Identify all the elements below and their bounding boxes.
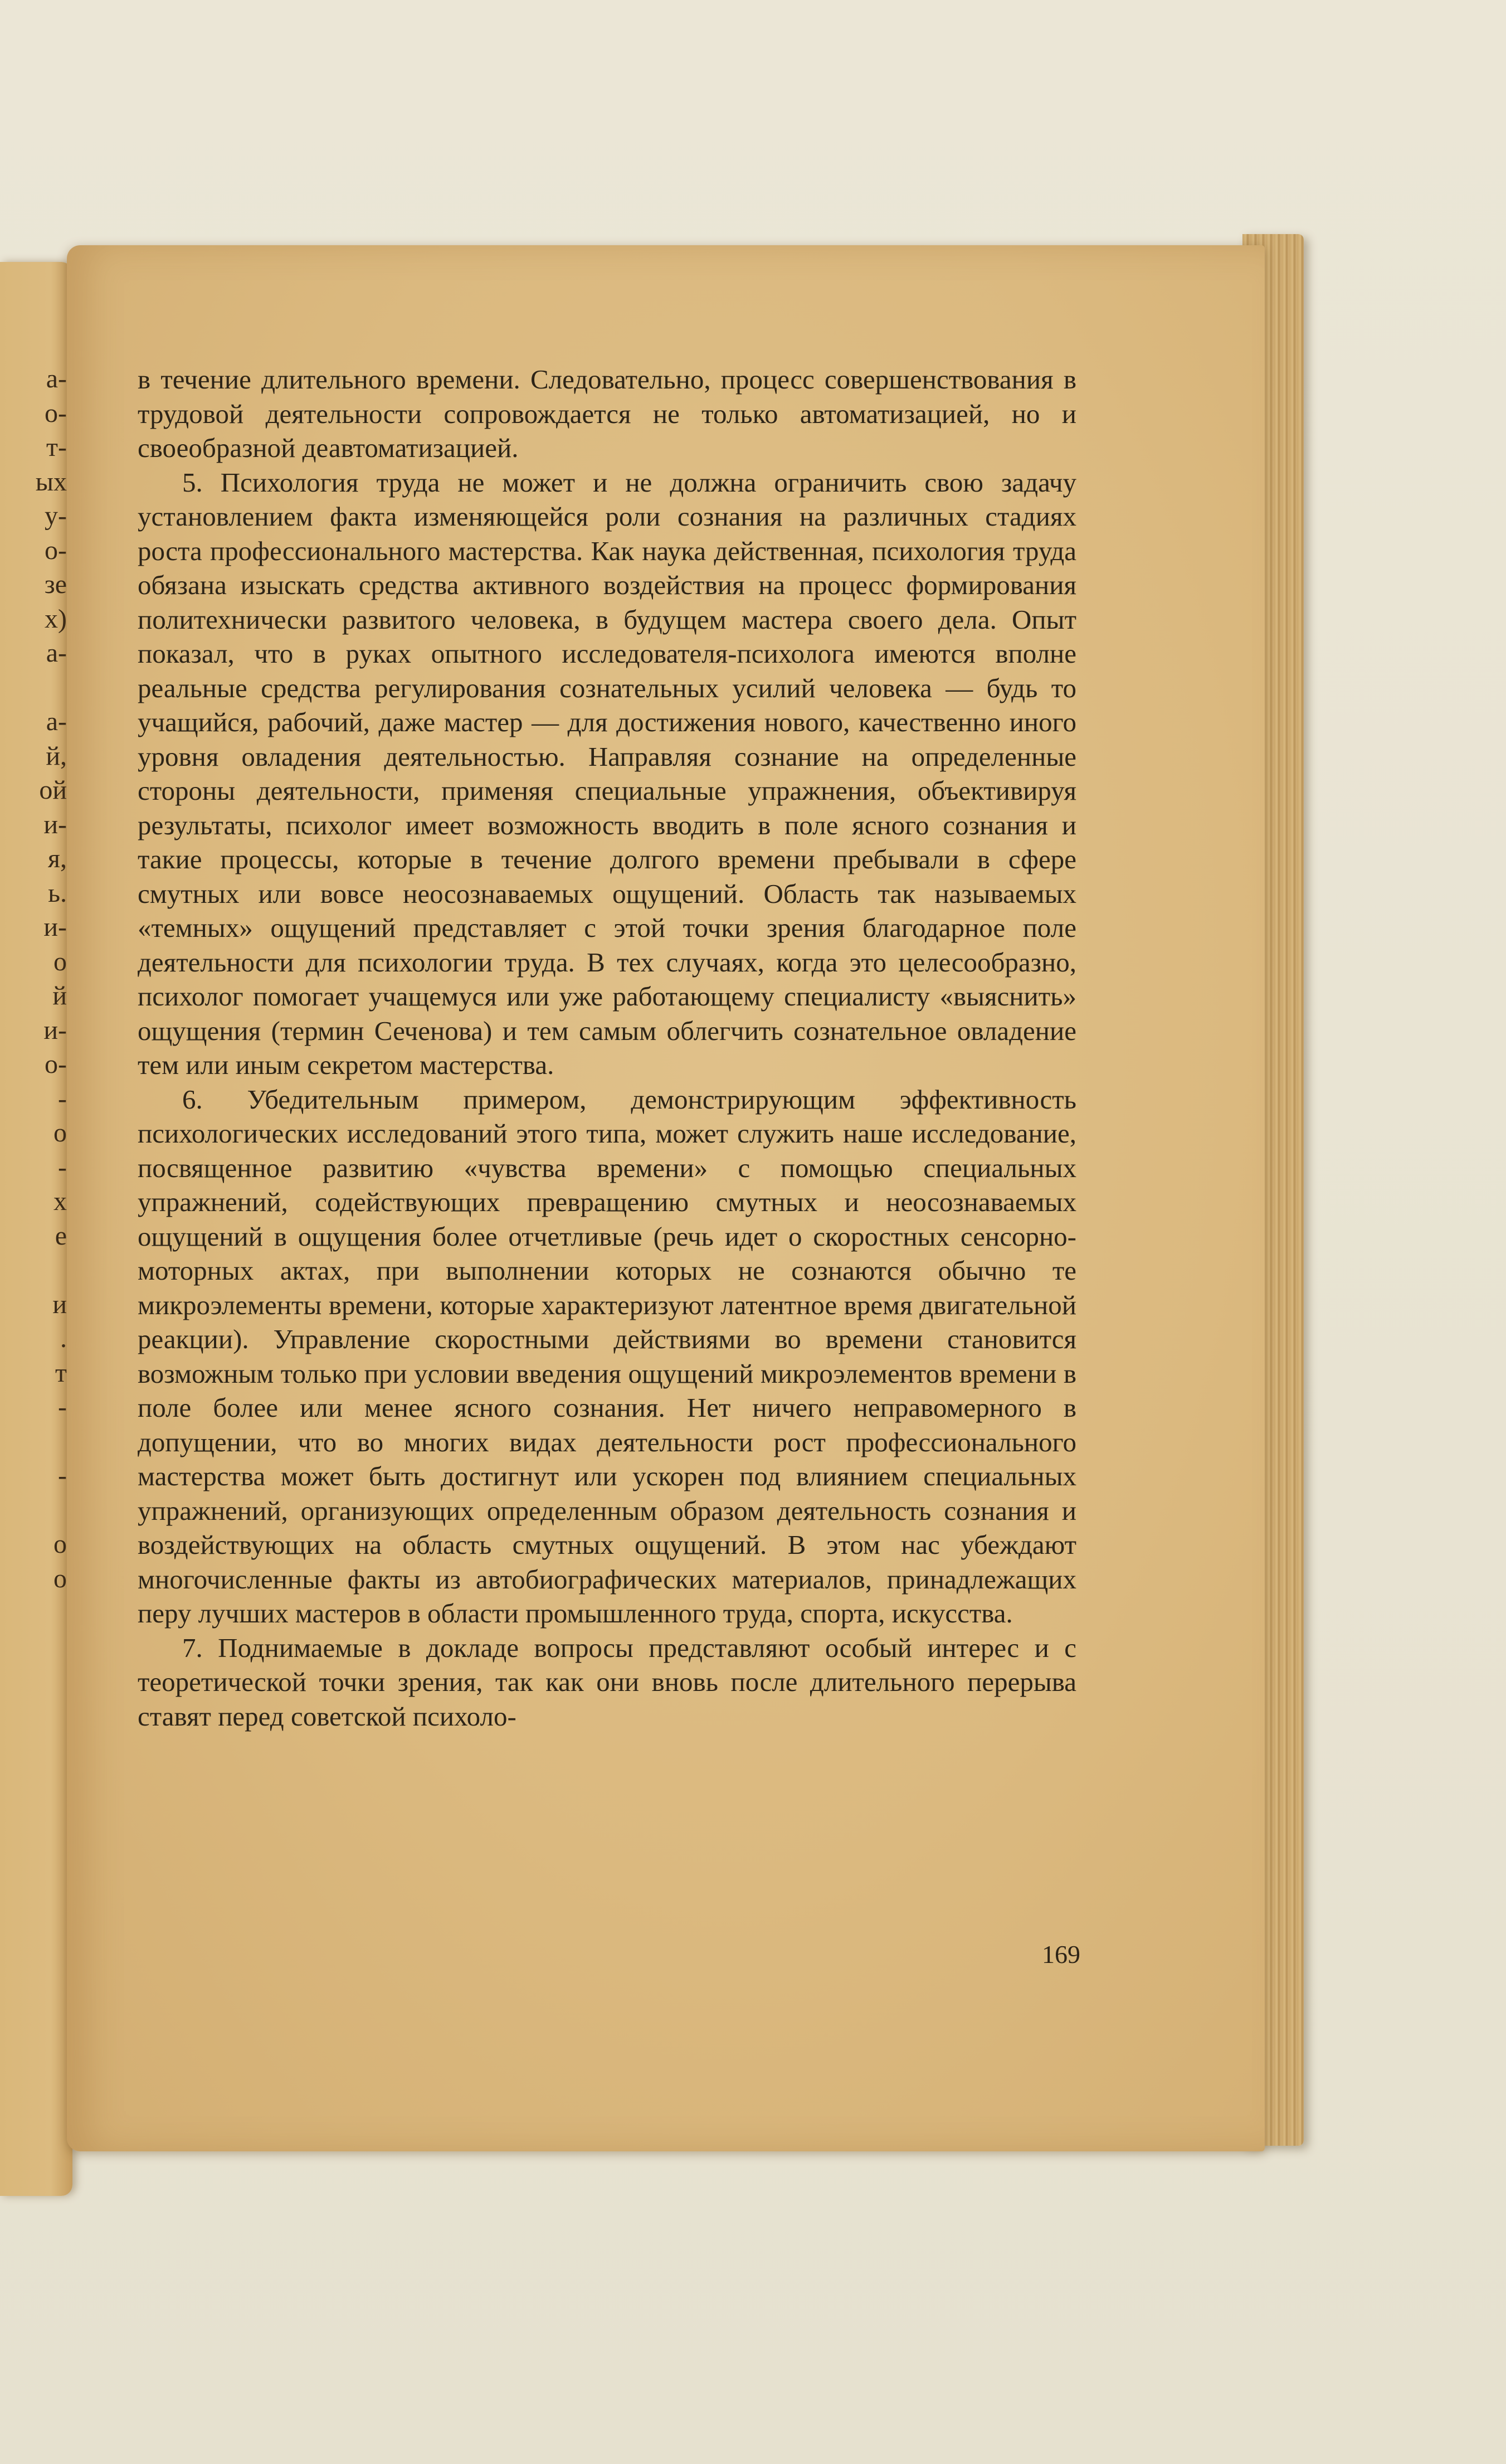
left-page-line-fragment: .	[60, 1324, 67, 1353]
left-page-line-fragment: я,	[47, 844, 67, 873]
left-page-line-fragment: -	[58, 1152, 67, 1182]
left-page-line-fragment: а-	[46, 707, 67, 736]
previous-page-fragment	[0, 262, 72, 2196]
left-page-line-fragment: и-	[43, 809, 67, 839]
left-page-line-fragment: о	[53, 946, 67, 976]
left-page-line-fragment: -	[58, 1392, 67, 1422]
page-number: 169	[1042, 1940, 1080, 1969]
paragraph: 6. Убедительным примером, демонстрирующим эффективность психологических исследований этого типа, может служить наше исследование, посвященное развитию «чувства времени» с помощью специальных упражнений, содействующих превращению смутных и неосознаваемых ощущений в ощущения более отчетливые (речь идет о скоростных сенсорно-моторных актах, при выполнении которых не сознаются обычно те микроэлементы времени, которые характеризуют латентное время двигательной реакции). Управление скоростными действиями во времени становится возможным только при условии введения ощущений микроэлементов времени в поле более или менее ясного сознания. Нет ничего неправомерного в допущении, что во многих видах деятельности рост профессионального мастерства может быть достигнут или ускорен под влиянием специальных упражнений, организующих определенным образом деятельность сознания и воздействующих на область смутных ощущений. В этом нас убеждают многочисленные факты из автобиографических материалов, принадлежащих перу лучших мастеров в области промышленного труда, спорта, искусства.	[138, 1083, 1076, 1629]
left-page-line-fragment: а-	[46, 638, 67, 668]
left-page-line-fragment: о-	[45, 1049, 67, 1079]
left-page-line-fragment: х	[53, 1187, 67, 1216]
left-page-line-fragment: ь.	[48, 878, 67, 908]
left-page-line-fragment: о-	[45, 535, 67, 565]
left-page-line-fragment: и-	[43, 912, 67, 942]
left-page-line-fragment: о	[53, 1118, 67, 1148]
left-page-line-fragment: о-	[45, 398, 67, 428]
left-page-line-fragment: и	[52, 1289, 67, 1319]
left-page-line-fragment: -	[58, 1461, 67, 1490]
left-page-line-fragment: у-	[45, 501, 67, 531]
page-text	[138, 362, 1076, 1733]
left-page-line-fragment: и-	[43, 1015, 67, 1045]
left-page-line-fragment: т	[55, 1358, 67, 1388]
left-page-line-fragment: зе	[44, 570, 67, 599]
left-page-line-fragment: о	[53, 1563, 67, 1593]
left-page-line-fragment: а-	[46, 364, 67, 393]
left-page-line-fragment: -	[58, 1083, 67, 1114]
left-page-line-fragment: ых	[35, 466, 67, 497]
left-page-line-fragment: т-	[46, 432, 67, 462]
paragraph: в течение длительного времени. Следовательно, процесс совершенствования в трудовой деятельности сопровождается не только автоматизацией, но и своеобразной деавтоматизацией.	[138, 364, 1076, 463]
left-page-line-fragment: ой	[39, 775, 67, 805]
left-page-line-fragment: х)	[45, 604, 67, 634]
left-page-line-fragment: й	[52, 981, 67, 1010]
paragraph: 7. Поднимаемые в докладе вопросы представляют особый интерес и с теоретической точки зрения, так как они вновь после длительного перерыва ставят перед советской психоло-	[138, 1632, 1076, 1732]
left-page-line-fragment: о	[53, 1529, 67, 1559]
left-page-line-fragment: й,	[46, 741, 67, 771]
paragraph: 5. Психология труда не может и не должна ограничить свою задачу установлением факта изменяющейся роли сознания на различных стадиях роста профессионального мастерства. Как наука действенная, психология труда обязана изыскать средства активного воздействия на процесс формирования политехнически развитого человека, в будущем мастера своего дела. Опыт показал, что в руках опытного исследователя-психолога имеются вполне реальные средства регулирования сознательных усилий человека — будь то учащийся, рабочий, даже мастер — для достижения нового, качественно иного уровня овладения деятельностью. Направляя сознание на определенные стороны деятельности, применяя специальные упражнения, объективируя результаты, психолог имеет возможность вводить в поле ясного сознания и такие процессы, которые в течение долгого времени пребывали в сфере смутных или вовсе неосознаваемых ощущений. Область так называемых «темных» ощущений представляет с этой точки зрения благодарное поле деятельности для психологии труда. В тех случаях, когда это целесообразно, психолог помогает учащемуся или уже работающему специалисту «выяснить» ощущения (термин Сеченова) и тем самым облегчить сознательное овладение тем или иным секретом мастерства.	[138, 466, 1076, 1080]
left-page-line-fragment: е	[55, 1221, 67, 1251]
